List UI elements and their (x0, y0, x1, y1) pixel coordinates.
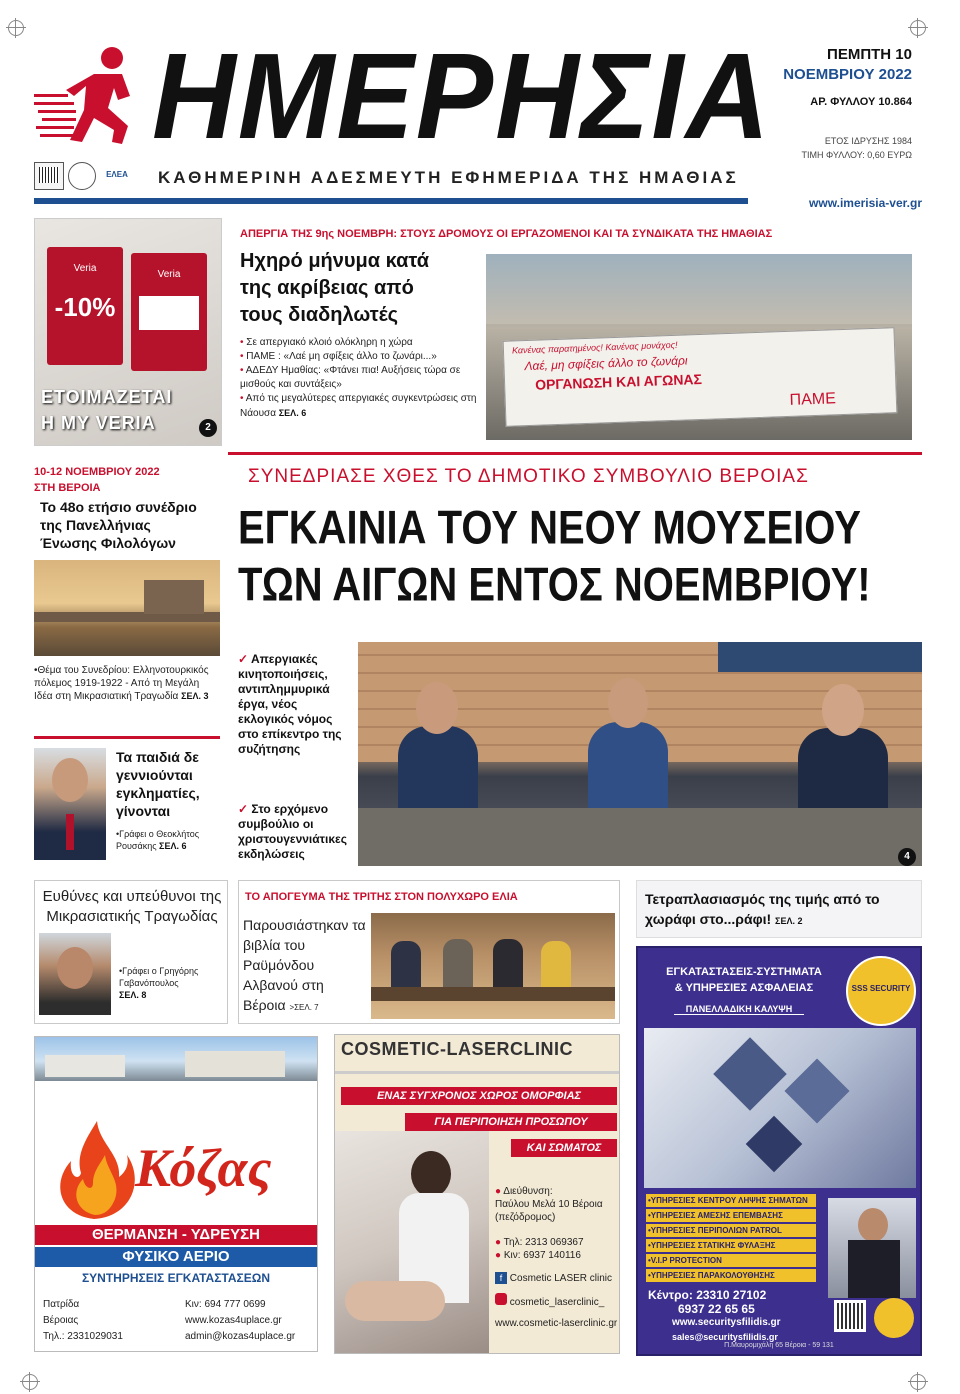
section-divider (34, 736, 220, 739)
cosmetic-contacts: ● Διεύθυνση: Παύλου Μελά 10 Βέροια (πεζόδρομος) ● Τηλ: 2313 069367 ● Κιν: 6937 140116 f Cosmetic LASER clinic cosmetic_laserclinic_ www.cosmetic-laserclinic.gr (495, 1186, 618, 1329)
kozas-building-photo (35, 1037, 317, 1081)
list-item: •ΥΠΗΡΕΣΙΕΣ ΚΕΝΤΡΟΥ ΛΗΨΗΣ ΣΗΜΑΤΩΝ (646, 1194, 816, 1207)
seal-icon (68, 162, 96, 190)
qr-code-icon (834, 1300, 866, 1332)
kozas-ad[interactable] (34, 1036, 318, 1352)
council-member (398, 726, 478, 816)
cosmetic-brand: COSMETIC-LASERCLINIC (341, 1039, 573, 1059)
kozas-line-3: ΣΥΝΤΗΡΗΣΕΙΣ ΕΓΚΑΤΑΣΤΑΣΕΩΝ (81, 1271, 271, 1285)
my-veria-promo[interactable] (34, 218, 222, 446)
masthead-tagline: ΚΑΘΗΜΕΡΙΝΗ ΑΔΕΣΜΕΥΤΗ ΕΦΗΜΕΡΙΔΑ ΤΗΣ ΗΜΑΘΙΑΣ (158, 168, 739, 187)
issue-number: ΑΡ. ΦΥΛΛΟΥ 10.864 (810, 96, 912, 108)
promo-caption-1: ΕΤΟΙΜΑΖΕΤΑΙ (41, 387, 173, 407)
list-item: •ΥΠΗΡΕΣΙΕΣ ΣΤΑΤΙΚΗΣ ΦΥΛΑΞΗΣ (646, 1239, 816, 1252)
list-item: •ΥΠΗΡΕΣΙΕΣ ΠΑΡΑΚΟΛΟΥΘΗΣΗΣ (646, 1269, 816, 1282)
kozas-address: Πατρίδα Βέροιας Τηλ.: 2331029031 (43, 1299, 123, 1342)
security-services (646, 1194, 816, 1284)
registration-mark-icon (910, 20, 926, 36)
asia-minor-headline: Ευθύνες και υπεύθυνοι της Μικρασιατικής Τραγωδίας (42, 888, 222, 925)
elia-text: Παρουσιάστηκαν τα βιβλία του Ραϋμόνδου Αλβανού στη Βέροια >ΣΕΛ. 7 (243, 917, 366, 1013)
list-item: • Σε απεργιακό κλοιό ολόκληρη η χώρα (240, 337, 413, 348)
conference-kicker-2: ΣΤΗ ΒΕΡΟΙΑ (34, 482, 101, 494)
cosmetic-slogan-1: ΕΝΑΣ ΣΥΓΧΡΟΝΟΣ ΧΩΡΟΣ ΟΜΟΡΦΙΑΣ (341, 1087, 617, 1105)
header-rule (34, 198, 748, 204)
conference-kicker-1: 10-12 ΝΟΕΜΒΡΙΟΥ 2022 (34, 466, 160, 478)
list-item: •V.I.P PROTECTION (646, 1254, 816, 1267)
security-collage (644, 1028, 916, 1188)
price-rise-box[interactable] (636, 880, 922, 938)
list-item: • ΠΑΜΕ : «Λαέ μη σφίξεις άλλο το ζωνάρι...» (240, 351, 437, 362)
cosmetic-slogan-2: ΓΙΑ ΠΕΡΙΠΟΙΗΣΗ ΠΡΟΣΩΠΟΥ (405, 1113, 617, 1131)
registration-mark-icon (8, 20, 24, 36)
masthead-title: ΗΜΕΡΗΣΙΑ (152, 27, 772, 165)
conference-photo[interactable] (34, 560, 220, 656)
security-subtitle: ΠΑΝΕΛΛΑΔΙΚΗ ΚΑΛΥΨΗ (674, 1004, 804, 1015)
asia-minor-box[interactable] (34, 880, 228, 1024)
barcode-icon (34, 162, 64, 190)
cosmetic-photo (335, 1131, 489, 1353)
security-ad[interactable] (636, 946, 922, 1356)
elia-box[interactable] (238, 880, 620, 1024)
issue-day: ΠΕΜΠΤΗ 10 (826, 46, 912, 63)
facebook-icon: f (495, 1272, 507, 1284)
strike-kicker: ΑΠΕΡΓΙΑ ΤΗΣ 9ης ΝΟΕΜΒΡΗ: ΣΤΟΥΣ ΔΡΟΜΟΥΣ ΟΙ ΕΡΓΑΖΟΜΕΝΟΙ ΚΑΙ ΤΑ ΣΥΝΔΙΚΑΤΑ ΤΗΣ ΗΜΑΘΙΑΣ (240, 228, 773, 240)
list-item: •ΥΠΗΡΕΣΙΕΣ ΑΜΕΣΗΣ ΕΠΕΜΒΑΣΗΣ (646, 1209, 816, 1222)
founded-year: ΕΤΟΣ ΙΔΡΥΣΗΣ 1984 (824, 136, 912, 146)
page-number-badge: 4 (898, 848, 916, 866)
list-item: •ΥΠΗΡΕΣΙΕΣ ΠΕΡΙΠΟΛΙΩΝ PATROL (646, 1224, 816, 1237)
section-divider (228, 452, 922, 455)
runner-logo-icon (34, 44, 144, 154)
children-headline[interactable]: Τα παιδιά δε γεννιούνται εγκληματίες, γίνονται (116, 749, 200, 819)
main-point-1: ✓ Απεργιακές κινητοποιήσεις, αντιπλημμυρικά έργα, νέος εκλογικός νόμος στο επίκεντρο της συζήτησης (238, 652, 342, 756)
main-kicker: ΣΥΝΕΔΡΙΑΣΕ ΧΘΕΣ ΤΟ ΔΗΜΟΤΙΚΟ ΣΥΜΒΟΥΛΙΟ ΒΕΡΟΙΑΣ (248, 466, 809, 487)
conference-headline[interactable]: Το 48ο ετήσιο συνέδριο της Πανελλήνιας Ένωσης Φιλολόγων (40, 499, 197, 551)
asia-minor-byline: •Γράφει ο Γρηγόρης Γαβανόπουλος ΣΕΛ. 8 (119, 966, 199, 1000)
registration-mark-icon (910, 1374, 926, 1390)
elia-photo (371, 913, 615, 1019)
strike-headline[interactable]: Ηχηρό μήνυμα κατά της ακρίβειας από τους διαδηλωτές (240, 250, 430, 326)
cosmetic-slogan-3: ΚΑΙ ΣΩΜΑΤΟΣ (511, 1139, 617, 1157)
security-guard-photo (828, 1198, 916, 1298)
council-member (588, 722, 668, 812)
flame-logo-icon (49, 1119, 139, 1223)
issue-price: ΤΙΜΗ ΦΥΛΛΟΥ: 0,60 ΕΥΡΩ (801, 150, 912, 160)
kozas-line-1: ΘΕΡΜΑΝΣΗ - ΥΔΡΕΥΣΗ (35, 1225, 317, 1245)
council-photo[interactable] (358, 642, 922, 866)
list-item: • ΑΔΕΔΥ Ημαθίας: «Φτάνει πια! Αυξήσεις τώρα σε μισθούς και συντάξεις» (240, 365, 461, 390)
veria-card: Veria (131, 253, 207, 371)
price-rise-headline: Τετραπλασιασμός της τιμής από το χωράφι στο...ράφι! ΣΕΛ. 2 (645, 891, 880, 927)
veria-card: Veria -10% (47, 247, 123, 365)
strike-photo[interactable] (486, 254, 912, 440)
list-item: • Από τις μεγαλύτερες απεργιακές συγκεντρώσεις στη Νάουσα ΣΕΛ. 6 (240, 393, 477, 419)
kozas-line-2: ΦΥΣΙΚΟ ΑΕΡΙΟ (35, 1247, 317, 1267)
children-byline: •Γράφει ο Θεοκλήτος Ρουσάκης ΣΕΛ. 6 (116, 829, 200, 851)
main-point-2: ✓ Στο ερχόμενο συμβούλιο οι χριστουγεννιάτικες εκδηλώσεις (238, 802, 347, 861)
kozas-brand: Κόζας (135, 1138, 272, 1198)
columnist-photo (34, 748, 106, 860)
elea-badge: ΕΛΕΑ (106, 170, 128, 179)
security-contacts: Κέντρο: 23310 27102 6937 22 65 65 www.securitysfilidis.gr sales@securitysfilidis.gr (648, 1288, 781, 1342)
issue-date: ΝΟΕΜΒΡΙΟΥ 2022 (783, 66, 912, 83)
security-logo: SSS SECURITY (846, 956, 916, 1026)
columnist-photo (39, 933, 111, 1015)
registration-mark-icon (22, 1374, 38, 1390)
security-address: Π.Μαυρομιχάλη 65 Βέροια - 59 131 (724, 1342, 834, 1349)
kozas-contacts: Κιν: 694 777 0699 www.kozas4uplace.gr admin@kozas4uplace.gr (185, 1299, 296, 1342)
protest-banner: Κανένας παρατημένος! Κανένας μονάχος! Λαέ, μη σφίξεις άλλο το ζωνάρι ΟΡΓΑΝΩΣΗ ΚΑΙ ΑΓΩΝΑΣ ΠΑΜΕ (503, 327, 898, 427)
conference-body: •Θέμα του Συνεδρίου: Ελληνοτουρκικός πόλεμος 1919-1922 - Από τη Μεγάλη Ιδέα στη Μικρασιατική Τραγωδία ΣΕΛ. 3 (34, 665, 209, 702)
strike-bullets (240, 336, 480, 421)
main-headline[interactable]: ΕΓΚΑΙΝΙΑ ΤΟΥ ΝΕΟΥ ΜΟΥΣΕΙΟΥ ΤΩΝ ΑΙΓΩΝ ΕΝΤΟΣ ΝΟΕΜΒΡΙΟΥ! (238, 502, 871, 611)
security-title: ΕΓΚΑΤΑΣΤΑΣΕΙΣ-ΣΥΣΤΗΜΑΤΑ & ΥΠΗΡΕΣΙΕΣ ΑΣΦΑΛΕΙΑΣ (666, 966, 822, 994)
website-link[interactable]: www.imerisia-ver.gr (809, 196, 922, 210)
elia-kicker: ΤΟ ΑΠΟΓΕΥΜΑ ΤΗΣ ΤΡΙΤΗΣ ΣΤΟΝ ΠΟΛΥΧΩΡΟ ΕΛΙΑ (245, 891, 518, 903)
instagram-icon (495, 1293, 507, 1305)
security-seal-icon (874, 1298, 914, 1338)
promo-caption-2: Η MY VERIA (41, 413, 156, 433)
page-number-badge: 2 (199, 419, 217, 437)
cosmetic-ad[interactable] (334, 1034, 620, 1354)
